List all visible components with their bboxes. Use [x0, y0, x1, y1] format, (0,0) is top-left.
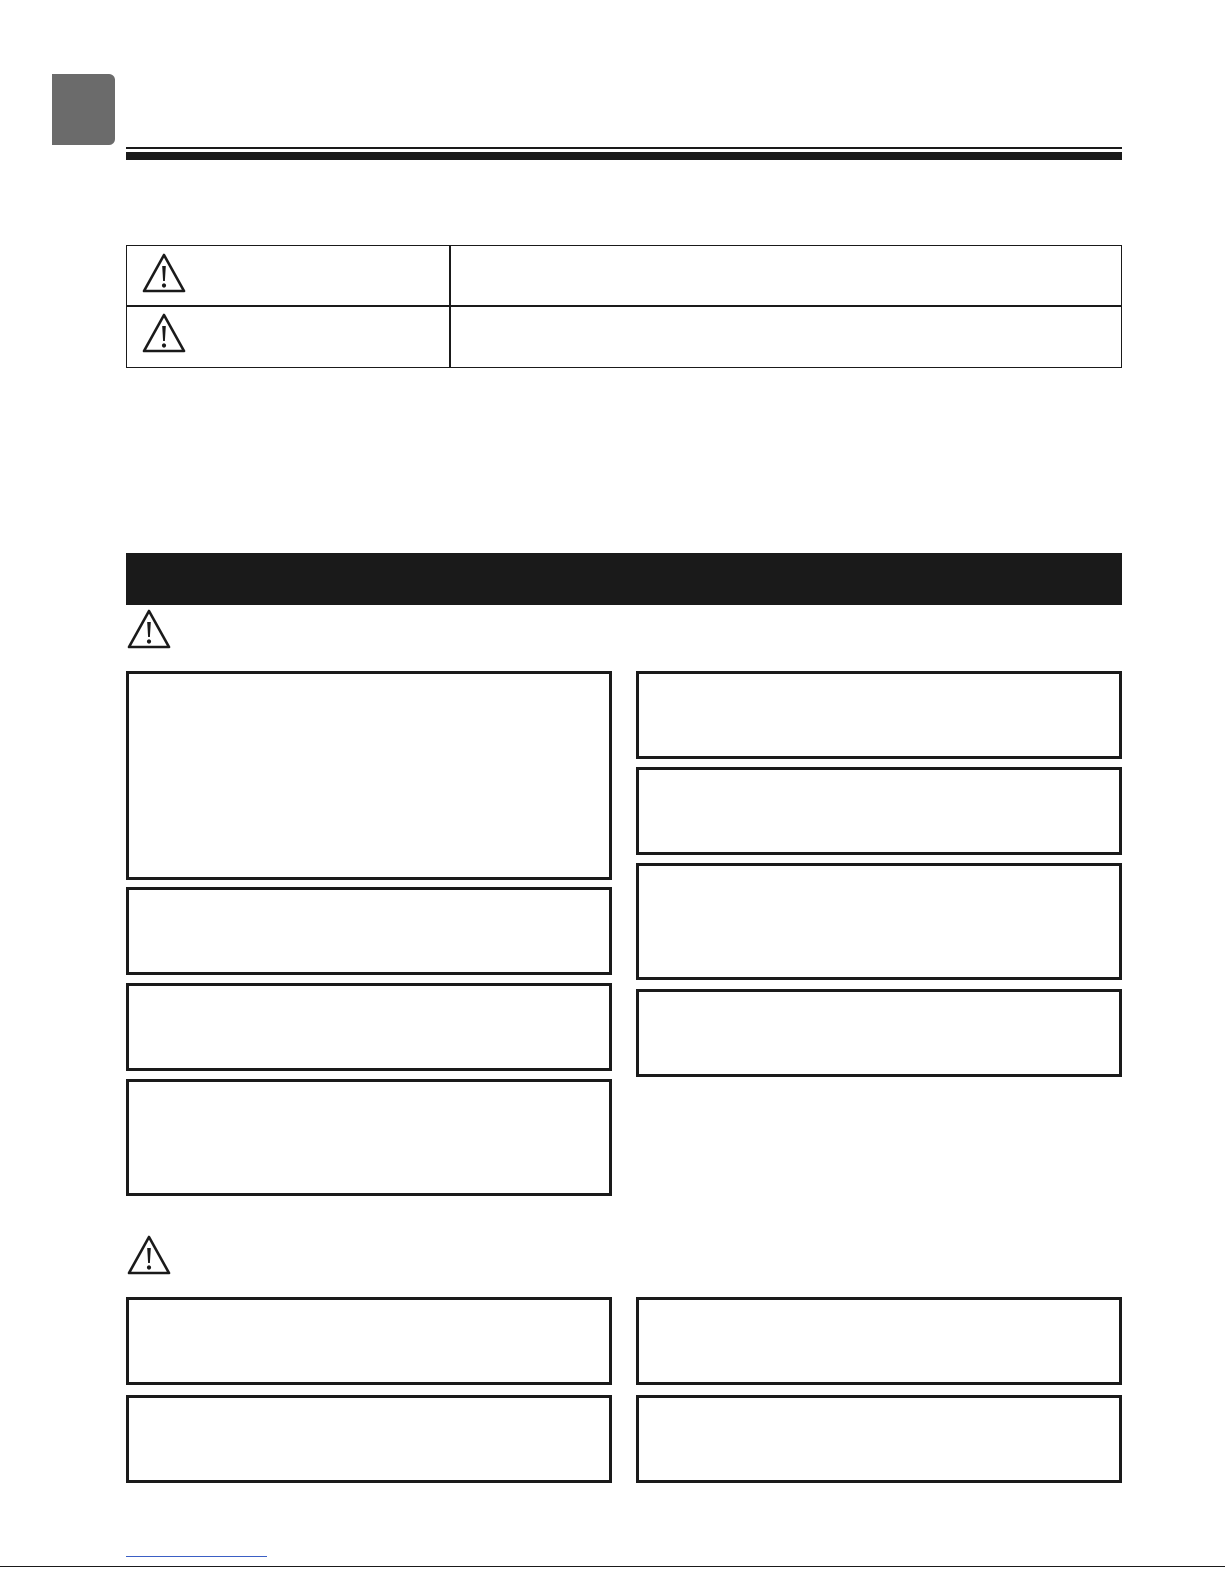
section-tab [52, 74, 115, 145]
warning-box [636, 863, 1122, 980]
warning-box [636, 989, 1122, 1077]
warning-box [636, 767, 1122, 855]
caution-box [636, 1395, 1122, 1483]
warning-triangle-icon [126, 608, 172, 650]
warning-box [126, 887, 612, 975]
warning-box [126, 671, 612, 880]
warning-triangle-icon [126, 1234, 172, 1276]
legend-column-divider [449, 245, 451, 368]
warning-triangle-icon [141, 252, 187, 294]
footer-link-underline [126, 1556, 267, 1557]
legend-row-divider [126, 305, 1122, 307]
caution-box [126, 1297, 612, 1385]
section-banner [126, 553, 1122, 605]
title-rule-thick [126, 152, 1122, 160]
legend-row-2-description [465, 324, 1105, 348]
caution-box [636, 1297, 1122, 1385]
page-bottom-rule [0, 1566, 1225, 1567]
legend-row-1-label [200, 262, 440, 286]
warning-triangle-icon [141, 312, 187, 354]
caution-box [126, 1395, 612, 1483]
warning-box [126, 1079, 612, 1196]
page-title [140, 100, 1120, 140]
title-rule-thin [126, 147, 1122, 149]
warning-box [126, 983, 612, 1071]
legend-row-2-label [200, 324, 440, 348]
warning-box [636, 671, 1122, 759]
legend-row-1-description [465, 262, 1105, 286]
